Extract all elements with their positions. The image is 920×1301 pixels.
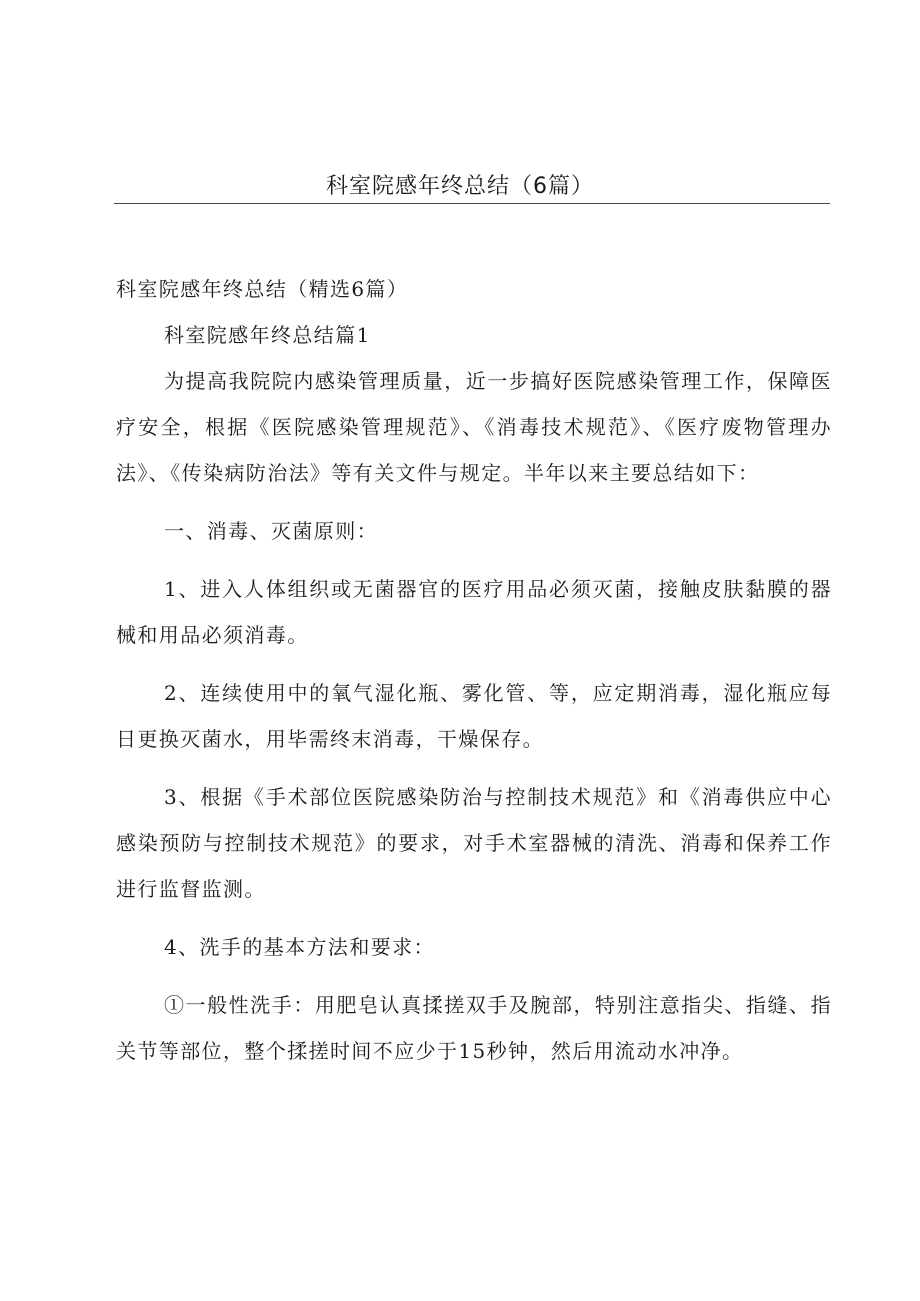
paragraph-intro: 为提高我院院内感染管理质量，近一步搞好医院感染管理工作，保障医疗安全，根据《医院感染管理规范》、《消毒技术规范》、《医疗废物管理办法》、《传染病防治法》等有关文件与规定。半年以来主要总结如下：	[116, 369, 832, 485]
paragraph-item-4: 4、洗手的基本方法和要求：	[164, 935, 435, 959]
document-body	[116, 266, 832, 1086]
section-heading: 科室院感年终总结篇1	[164, 323, 371, 347]
document-title: 科室院感年终总结（6篇）	[326, 174, 594, 199]
document-subtitle: 科室院感年终总结（精选6篇）	[116, 277, 409, 301]
title-underline	[114, 203, 830, 204]
paragraph-heading-principles: 一、消毒、灭菌原则：	[164, 519, 378, 543]
paragraph-item-3: 3、根据《手术部位医院感染防治与控制技术规范》和《消毒供应中心感染预防与控制技术规范》的要求，对手术室器械的清洗、消毒和保养工作进行监督监测。	[116, 785, 832, 901]
paragraph-item-1: 1、进入人体组织或无菌器官的医疗用品必须灭菌，接触皮肤黏膜的器械和用品必须消毒。	[116, 577, 832, 647]
paragraph-handwashing: ①一般性洗手：用肥皂认真揉搓双手及腕部，特别注意指尖、指缝、指关节等部位，整个揉搓时间不应少于15秒钟，然后用流动水冲净。	[116, 993, 832, 1063]
paragraph-item-2: 2、连续使用中的氧气湿化瓶、雾化管、等，应定期消毒，湿化瓶应每日更换灭菌水，用毕需终末消毒，干燥保存。	[116, 681, 832, 751]
